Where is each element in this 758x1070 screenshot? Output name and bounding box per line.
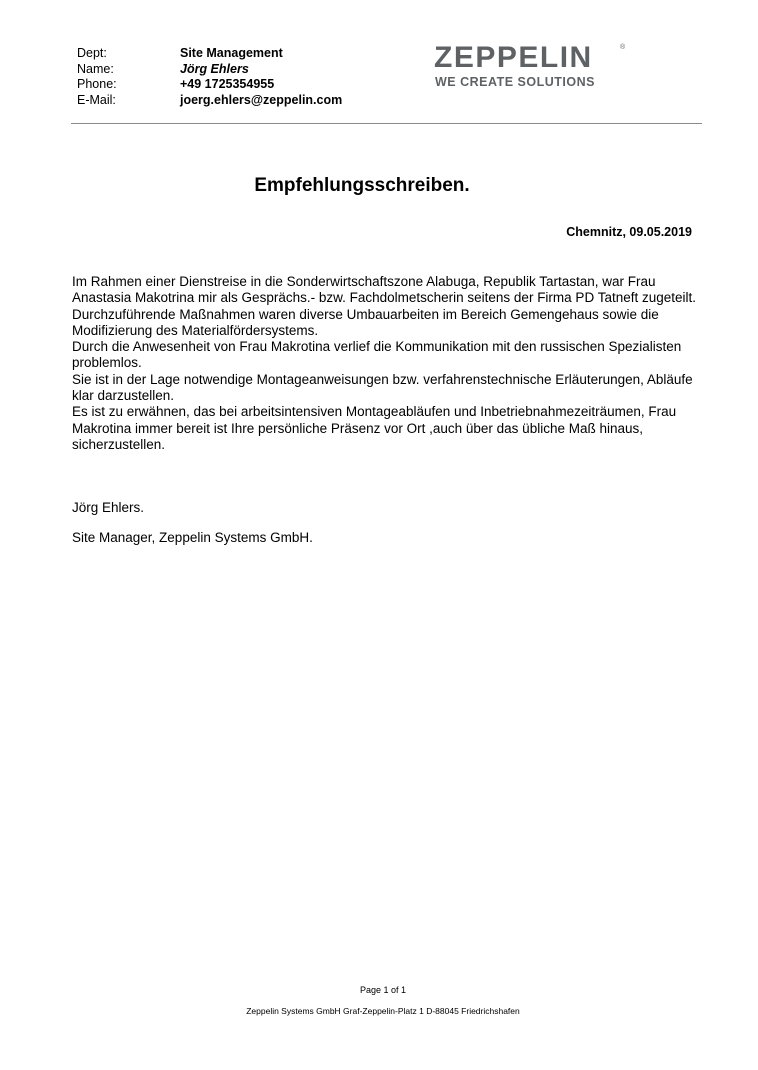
email-row xyxy=(77,93,342,109)
dept-row xyxy=(77,46,342,62)
dept-label: Dept: xyxy=(77,46,107,60)
letter-body xyxy=(72,274,712,453)
logo-slogan: WE CREATE SOLUTIONS xyxy=(435,75,595,89)
sender-info xyxy=(77,46,342,108)
name-label: Name: xyxy=(77,61,114,76)
signature-position: Site Manager, Zeppelin Systems GmbH. xyxy=(72,530,313,545)
body-paragraph: Sie ist in der Lage notwendige Montageanweisungen bzw. verfahrenstechnische Erläuterungen, Abläufe klar darzustellen. xyxy=(72,371,693,404)
dept-value: Site Management xyxy=(180,46,283,60)
zeppelin-logo xyxy=(434,42,634,92)
letter-date: Chemnitz, 09.05.2019 xyxy=(566,225,692,239)
header-divider xyxy=(71,123,702,124)
phone-label: Phone: xyxy=(77,77,117,91)
signature-name: Jörg Ehlers. xyxy=(72,500,145,515)
email-label: E-Mail: xyxy=(77,92,116,107)
body-paragraph: Durchzuführende Maßnahmen waren diverse Umbauarbeiten im Bereich Gemengehaus sowie die Modifizierung des Materialfördersystems. xyxy=(72,306,659,338)
page-number: Page 1 of 1 xyxy=(359,985,407,995)
phone-value: +49 1725354955 xyxy=(180,77,275,91)
phone-row xyxy=(77,77,342,93)
name-value: Jörg Ehlers xyxy=(180,61,249,76)
letter-title: Empfehlungsschreiben. xyxy=(254,175,470,196)
body-paragraph: Im Rahmen einer Dienstreise in die Sonderwirtschaftszone Alabuga, Republik Tartastan, war Frau Anastasia Makotrina mir als Gesprächs.- bzw. Fachdolmetscherin seitens der Firma PD Tatneft zugeteilt. xyxy=(72,274,697,306)
name-row xyxy=(77,62,342,78)
logo-wordmark: ZEPPELIN xyxy=(434,41,593,74)
body-paragraph: Es ist zu erwähnen, das bei arbeitsintensiven Montageabläufen und Inbetriebnahmezeiträumen, Frau Makrotina immer bereit ist Ihre persönliche Präsenz vor Ort ,auch über das übliche Maß hinaus, sicherzustellen. xyxy=(72,404,677,452)
email-value: joerg.ehlers@zeppelin.com xyxy=(180,92,343,107)
footer-address: Zeppelin Systems GmbH Graf-Zeppelin-Platz 1 D-88045 Friedrichshafen xyxy=(246,1006,520,1016)
registered-mark: ® xyxy=(620,44,626,51)
body-paragraph: Durch die Anwesenheit von Frau Makrotina verlief die Kommunikation mit den russischen Spezialisten problemlos. xyxy=(72,339,682,371)
